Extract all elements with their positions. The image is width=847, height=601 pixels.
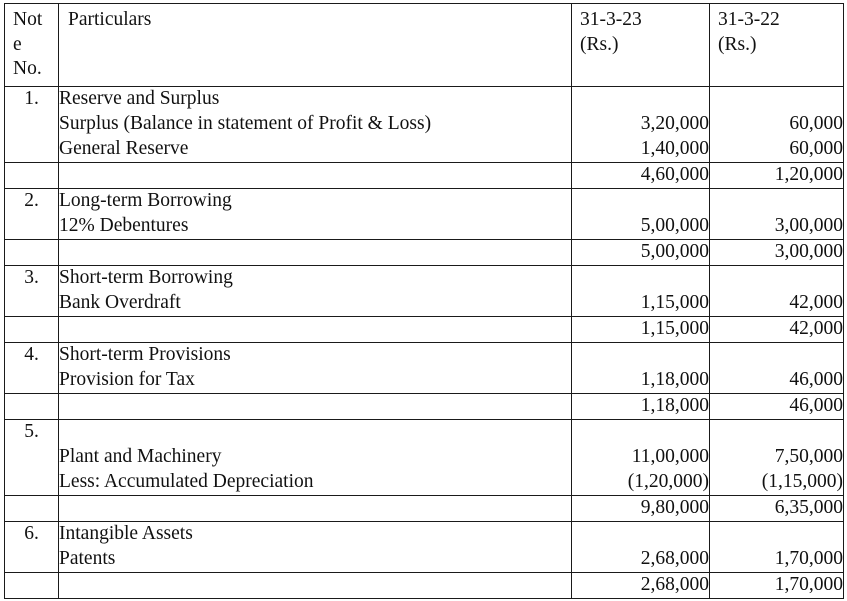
item-label: 12% Debentures bbox=[59, 215, 189, 236]
item-current-year-value: 1,40,000 bbox=[640, 138, 709, 159]
previous-year-amounts bbox=[710, 189, 844, 240]
note-particulars bbox=[59, 522, 572, 573]
header-row bbox=[5, 4, 844, 87]
current-year-amounts bbox=[572, 87, 710, 163]
empty-cell bbox=[5, 163, 59, 189]
blank-line bbox=[572, 87, 709, 112]
empty-cell bbox=[59, 163, 572, 189]
note-total-row bbox=[5, 317, 844, 343]
blank-line bbox=[710, 189, 843, 214]
note-row bbox=[5, 420, 844, 496]
total-previous-year: 46,000 bbox=[710, 394, 844, 420]
empty-cell bbox=[59, 573, 572, 599]
item-current-year-value: 3,20,000 bbox=[640, 113, 709, 134]
note-number: 5. bbox=[5, 420, 59, 496]
notes-table-body bbox=[5, 4, 844, 599]
empty-cell bbox=[5, 573, 59, 599]
note-row bbox=[5, 189, 844, 240]
item-current-year-value: 5,00,000 bbox=[640, 215, 709, 236]
total-current-year: 1,15,000 bbox=[572, 317, 710, 343]
blank-line bbox=[572, 189, 709, 214]
total-current-year: 1,18,000 bbox=[572, 394, 710, 420]
current-year-amounts bbox=[572, 420, 710, 496]
note-total-row bbox=[5, 573, 844, 599]
item-label: Patents bbox=[59, 548, 116, 569]
note-row bbox=[5, 343, 844, 394]
item-previous-year-value: 60,000 bbox=[789, 138, 843, 159]
note-number: 1. bbox=[5, 87, 59, 163]
empty-cell bbox=[5, 317, 59, 343]
current-year-amounts bbox=[572, 343, 710, 394]
current-year-header: 31-3-23 (Rs.) bbox=[572, 4, 710, 87]
previous-year-header: 31-3-22 (Rs.) bbox=[710, 4, 844, 87]
note-heading: Long-term Borrowing bbox=[59, 190, 232, 211]
note-heading bbox=[59, 420, 571, 445]
note-number: 2. bbox=[5, 189, 59, 240]
total-previous-year: 6,35,000 bbox=[710, 496, 844, 522]
particulars-header: Particulars bbox=[59, 4, 572, 87]
empty-cell bbox=[59, 496, 572, 522]
empty-cell bbox=[59, 240, 572, 266]
note-total-row bbox=[5, 394, 844, 420]
note-row bbox=[5, 87, 844, 163]
blank-line bbox=[572, 522, 709, 547]
empty-cell bbox=[5, 394, 59, 420]
note-heading: Short-term Borrowing bbox=[59, 267, 233, 288]
total-current-year: 4,60,000 bbox=[572, 163, 710, 189]
item-label: General Reserve bbox=[59, 138, 189, 159]
note-number: 4. bbox=[5, 343, 59, 394]
item-label: Plant and Machinery bbox=[59, 446, 222, 467]
total-current-year: 2,68,000 bbox=[572, 573, 710, 599]
note-particulars bbox=[59, 87, 572, 163]
total-previous-year: 1,20,000 bbox=[710, 163, 844, 189]
current-year-amounts bbox=[572, 189, 710, 240]
note-row bbox=[5, 522, 844, 573]
note-particulars bbox=[59, 343, 572, 394]
item-previous-year-value: 42,000 bbox=[789, 292, 843, 313]
item-current-year-value: 1,15,000 bbox=[640, 292, 709, 313]
item-current-year-value: 11,00,000 bbox=[631, 446, 709, 467]
note-total-row bbox=[5, 240, 844, 266]
note-total-row bbox=[5, 163, 844, 189]
note-particulars bbox=[59, 420, 572, 496]
item-previous-year-value: 1,70,000 bbox=[774, 548, 843, 569]
item-label: Provision for Tax bbox=[59, 369, 195, 390]
item-current-year-value: (1,20,000) bbox=[627, 471, 709, 492]
item-label: Bank Overdraft bbox=[59, 292, 181, 313]
item-previous-year-value: (1,15,000) bbox=[761, 471, 843, 492]
note-number: 3. bbox=[5, 266, 59, 317]
previous-year-amounts bbox=[710, 87, 844, 163]
note-heading: Short-term Provisions bbox=[59, 344, 231, 365]
note-row bbox=[5, 266, 844, 317]
total-current-year: 9,80,000 bbox=[572, 496, 710, 522]
item-previous-year-value: 7,50,000 bbox=[774, 446, 843, 467]
item-previous-year-value: 3,00,000 bbox=[774, 215, 843, 236]
empty-cell bbox=[5, 496, 59, 522]
empty-cell bbox=[59, 317, 572, 343]
note-particulars bbox=[59, 266, 572, 317]
previous-year-amounts bbox=[710, 266, 844, 317]
note-no-header: Not e No. bbox=[5, 4, 59, 87]
current-year-amounts bbox=[572, 266, 710, 317]
item-previous-year-value: 46,000 bbox=[789, 369, 843, 390]
note-number: 6. bbox=[5, 522, 59, 573]
notes-table bbox=[4, 3, 844, 599]
previous-year-amounts bbox=[710, 420, 844, 496]
note-particulars bbox=[59, 189, 572, 240]
note-total-row bbox=[5, 496, 844, 522]
blank-line bbox=[710, 266, 843, 291]
previous-year-amounts bbox=[710, 522, 844, 573]
total-previous-year: 3,00,000 bbox=[710, 240, 844, 266]
blank-line bbox=[710, 87, 843, 112]
item-label: Less: Accumulated Depreciation bbox=[59, 471, 314, 492]
total-current-year: 5,00,000 bbox=[572, 240, 710, 266]
item-current-year-value: 2,68,000 bbox=[640, 548, 709, 569]
blank-line bbox=[710, 343, 843, 368]
empty-cell bbox=[59, 394, 572, 420]
blank-line bbox=[710, 420, 843, 445]
note-heading: Intangible Assets bbox=[59, 523, 193, 544]
item-label: Surplus (Balance in statement of Profit & Loss) bbox=[59, 113, 432, 134]
item-current-year-value: 1,18,000 bbox=[640, 369, 709, 390]
previous-year-amounts bbox=[710, 343, 844, 394]
item-previous-year-value: 60,000 bbox=[789, 113, 843, 134]
blank-line bbox=[572, 420, 709, 445]
blank-line bbox=[572, 266, 709, 291]
total-previous-year: 1,70,000 bbox=[710, 573, 844, 599]
blank-line bbox=[710, 522, 843, 547]
blank-line bbox=[572, 343, 709, 368]
note-heading: Reserve and Surplus bbox=[59, 88, 220, 109]
current-year-amounts bbox=[572, 522, 710, 573]
empty-cell bbox=[5, 240, 59, 266]
total-previous-year: 42,000 bbox=[710, 317, 844, 343]
